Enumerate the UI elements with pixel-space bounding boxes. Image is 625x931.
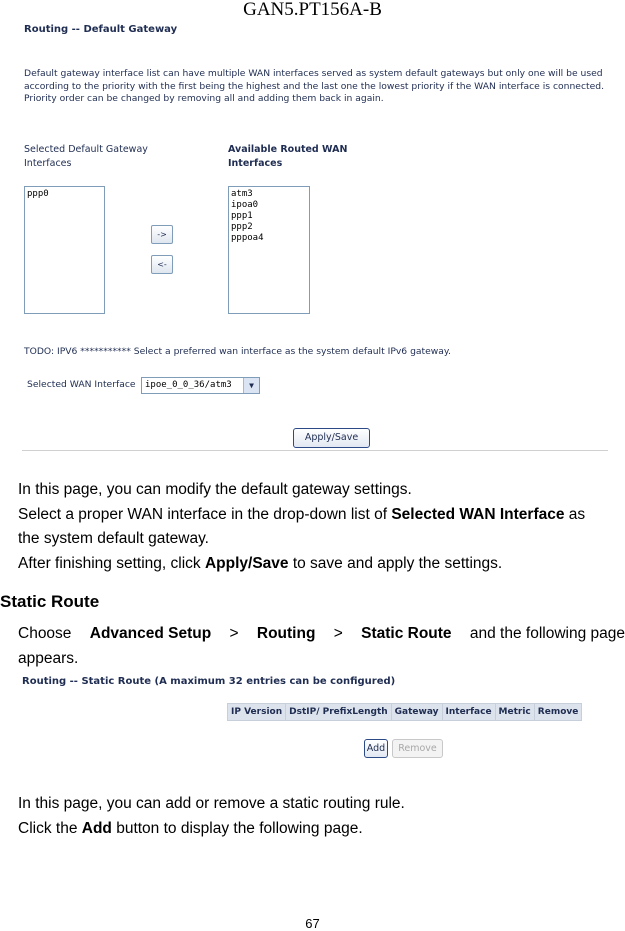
emphasis: Add xyxy=(81,819,112,837)
outro-line xyxy=(18,817,625,842)
column-header: IP Version xyxy=(228,704,286,721)
navigation-line xyxy=(18,622,625,647)
wan-interface-select[interactable] xyxy=(141,377,260,394)
label-line: Selected Default Gateway xyxy=(24,144,148,155)
document-code: GAN5.PT156A-B xyxy=(243,0,382,20)
column-header: Interface xyxy=(442,704,495,721)
default-gateway-title: Routing -- Default Gateway xyxy=(24,24,178,35)
column-header: DstIP/ PrefixLength xyxy=(286,704,392,721)
apply-save-button[interactable]: Apply/Save xyxy=(293,428,370,448)
navigation-line: appears. xyxy=(18,649,79,667)
add-button[interactable]: Add xyxy=(364,739,388,758)
intro-line xyxy=(18,552,625,577)
outro-paragraph xyxy=(18,792,625,841)
description-line: according to the priority with the first being the highest and the last one the lowest priority if the WAN interface is connected. xyxy=(24,80,605,92)
menu-path-item: Advanced Setup xyxy=(89,625,212,642)
listbox-item[interactable]: pppoa4 xyxy=(231,233,264,243)
text: and the following page xyxy=(469,625,625,642)
text: Select a proper WAN interface in the drop-down list of xyxy=(18,505,392,523)
listbox-item[interactable]: ppp0 xyxy=(27,189,49,199)
description-line: Default gateway interface list can have multiple WAN interfaces served as system default gateways but only one will be used xyxy=(24,68,603,79)
selected-gateway-listbox[interactable] xyxy=(24,186,105,314)
menu-path-item: Static Route xyxy=(361,625,452,642)
table-header-row xyxy=(228,704,582,721)
default-gateway-description xyxy=(24,68,619,106)
label-line: Available Routed WAN xyxy=(228,144,348,155)
remove-button[interactable]: Remove xyxy=(392,739,443,758)
add-interface-button[interactable]: -> xyxy=(151,225,173,244)
navigation-paragraph xyxy=(18,622,625,671)
available-wan-label xyxy=(228,143,347,171)
column-header: Remove xyxy=(534,704,582,721)
static-route-heading: Static Route xyxy=(0,592,100,611)
listbox-item[interactable]: ipoa0 xyxy=(231,200,259,210)
wan-interface-value: ipoe_0_0_36/atm3 xyxy=(145,380,232,390)
column-header: Metric xyxy=(495,704,534,721)
menu-path-item: Routing xyxy=(256,625,316,642)
listbox-item[interactable]: atm3 xyxy=(231,189,253,199)
description-line: Priority order can be changed by removing all and adding them back in again. xyxy=(24,93,384,104)
text: Click the xyxy=(18,819,82,837)
chevron-down-icon[interactable]: ▼ xyxy=(243,378,259,393)
page-number: 67 xyxy=(305,916,320,931)
label-line: Interfaces xyxy=(228,158,283,169)
selected-gateway-label xyxy=(24,143,148,171)
separator: > xyxy=(229,625,239,642)
ipv6-todo-text: TODO: IPV6 *********** Select a preferred wan interface as the system default IPv6 gateway. xyxy=(24,346,451,357)
available-wan-listbox[interactable] xyxy=(228,186,310,314)
intro-line: In this page, you can modify the default gateway settings. xyxy=(18,481,412,498)
intro-paragraph xyxy=(18,478,625,576)
emphasis: Selected WAN Interface xyxy=(391,505,565,523)
divider xyxy=(22,450,608,451)
remove-interface-button[interactable]: <- xyxy=(151,255,173,274)
intro-line xyxy=(18,503,625,528)
wan-interface-label: Selected WAN Interface xyxy=(27,379,136,390)
text: to save and apply the settings. xyxy=(288,554,503,572)
outro-line: In this page, you can add or remove a static routing rule. xyxy=(18,795,405,812)
static-route-table xyxy=(227,703,582,721)
label-line: Interfaces xyxy=(24,158,72,169)
emphasis: Apply/Save xyxy=(204,554,289,572)
static-route-title: Routing -- Static Route (A maximum 32 entries can be configured) xyxy=(22,676,396,687)
text: button to display the following page. xyxy=(111,819,363,837)
text: After finishing setting, click xyxy=(18,554,205,572)
listbox-item[interactable]: ppp1 xyxy=(231,211,253,221)
intro-line: the system default gateway. xyxy=(18,530,209,547)
text: Choose xyxy=(18,625,72,642)
listbox-item[interactable]: ppp2 xyxy=(231,222,253,232)
text: as xyxy=(564,505,586,523)
separator: > xyxy=(333,625,343,642)
column-header: Gateway xyxy=(391,704,442,721)
